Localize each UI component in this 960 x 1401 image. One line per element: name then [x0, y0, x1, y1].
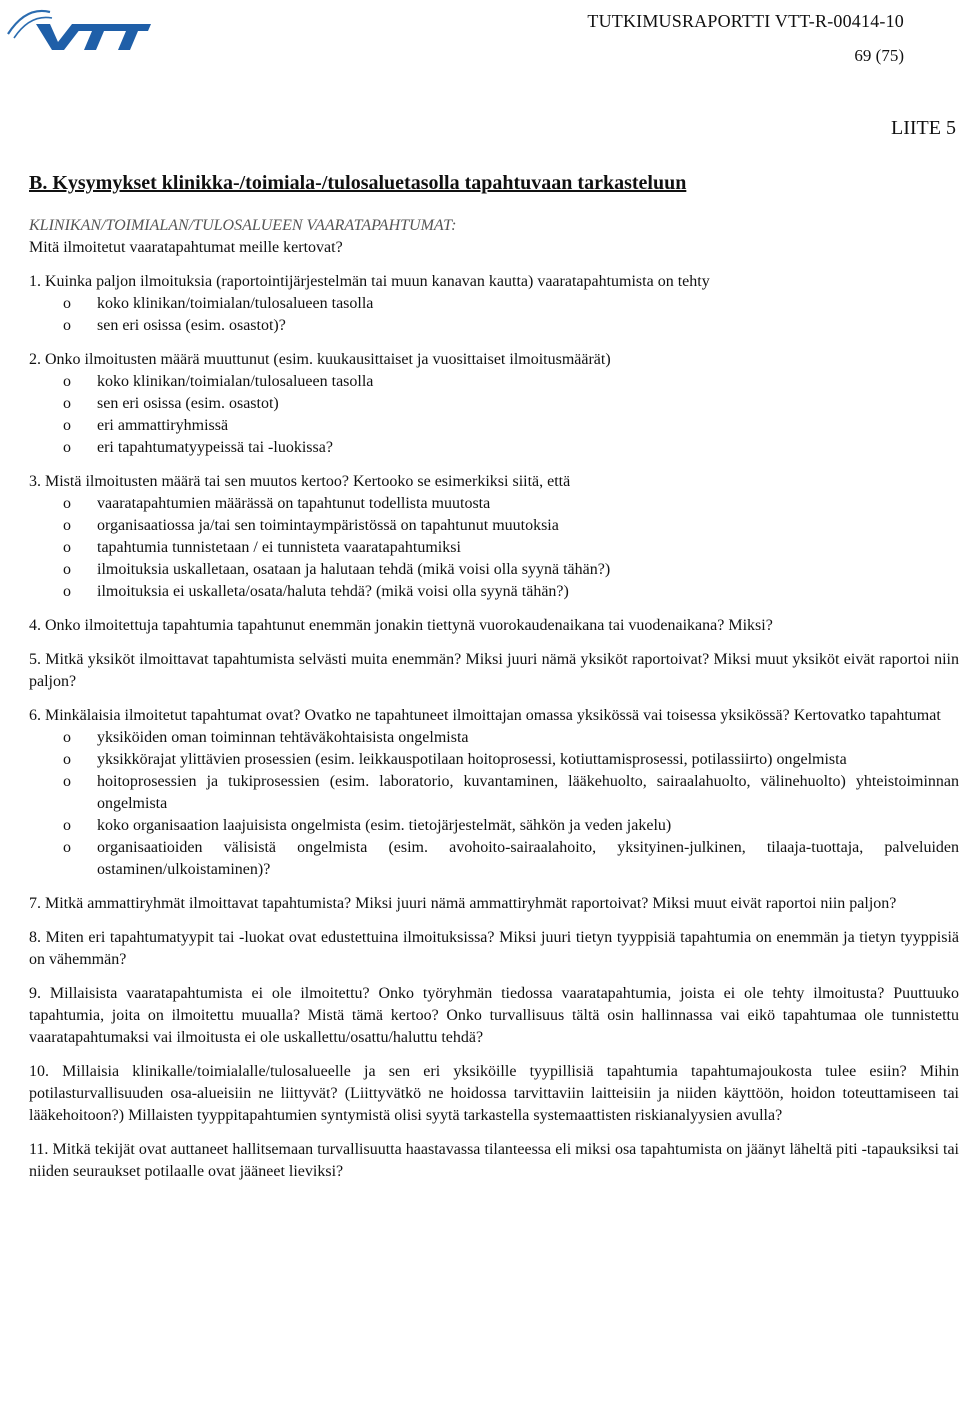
sub-item-text: organisaatiossa ja/tai sen toimintaympäristössä on tapahtunut muutoksia [97, 517, 559, 534]
sub-item-text: ilmoituksia ei uskalleta/osata/haluta tehdä? (mikä voisi olla syynä tähän?) [97, 583, 569, 600]
question-item [29, 1061, 959, 1127]
bullet-icon: o [63, 439, 71, 456]
section-title: B. Kysymykset klinikka-/toimiala-/tulosaluetasolla tapahtuvaan tarkasteluun [29, 172, 687, 194]
question-text: 9. Millaisista vaaratapahtumista ei ole ilmoitettu? Onko työryhmän tiedossa vaaratapahtumia, joista ei ole tehty ilmoitusta? Puuttuuko tapahtumia, joita on ilmoitettu muualla? Mistä tämä kertoo? Onko turvallisuus tältä osin hallinnassa vai eikö tapahtumaa ole tunnistettu vaaratapahtumaksi vai ilmoitusta ei ole uskallettu/osattu/haluttu tehdä? [29, 985, 959, 1046]
question-text: 8. Miten eri tapahtumatyypit tai -luokat ovat edustettuina ilmoituksissa? Miksi juuri tietyn tyyppisiä tapahtumia on enemmän ja tietyn tyyppisiä on vähemmän? [29, 929, 959, 968]
bullet-icon: o [63, 839, 71, 856]
bullet-icon: o [63, 583, 71, 600]
sub-item-text: yksiköiden oman toiminnan tehtäväkohtaisista ongelmista [97, 729, 469, 746]
sub-item-text: ilmoituksia uskalletaan, osataan ja halutaan tehdä (mikä voisi olla syynä tähän?) [97, 561, 611, 578]
bullet-icon: o [63, 295, 71, 312]
sub-item-text: yksikkörajat ylittävien prosessien (esim. leikkauspotilaan hoitoprosessi, kotiuttamisprosessi, potilassiirto) ongelmista [97, 751, 847, 768]
sub-item [29, 437, 959, 459]
question-item [29, 471, 959, 603]
bullet-icon: o [63, 517, 71, 534]
sub-item [29, 393, 959, 415]
sub-item [29, 559, 959, 581]
bullet-icon: o [63, 373, 71, 390]
bullet-icon: o [63, 773, 71, 790]
bullet-icon: o [63, 751, 71, 768]
bullet-icon: o [63, 495, 71, 512]
question-item [29, 649, 959, 693]
intro-question: Mitä ilmoitetut vaaratapahtumat meille kertovat? [29, 239, 343, 256]
sub-item [29, 493, 959, 515]
question-text: 7. Mitkä ammattiryhmät ilmoittavat tapahtumista? Miksi juuri nämä ammattiryhmät raportoivat? Miksi muut eivät raportoi niin paljon? [29, 895, 897, 912]
sub-item [29, 315, 959, 337]
bullet-icon: o [63, 395, 71, 412]
sub-item-text: organisaatioiden välisistä ongelmista (esim. avohoito-sairaalahoito, yksityinen-julkinen, tilaaja-tuottaja, palveluiden ostaminen/ulkoistaminen)? [97, 839, 959, 878]
report-id: TUTKIMUSRAPORTTI VTT-R-00414-10 [587, 11, 904, 31]
question-item [29, 271, 959, 337]
sub-item [29, 749, 959, 771]
question-text: 6. Minkälaisia ilmoitetut tapahtumat ovat? Ovatko ne tapahtuneet ilmoittajan omassa yksikössä vai toisessa yksikössä? Kertovatko tapahtumat [29, 707, 941, 724]
question-item [29, 615, 959, 637]
bullet-icon: o [63, 317, 71, 334]
question-item [29, 893, 959, 915]
sub-item-text: tapahtumia tunnistetaan / ei tunnisteta vaaratapahtumiksi [97, 539, 461, 556]
question-item [29, 1139, 959, 1183]
question-text: 4. Onko ilmoitettuja tapahtumia tapahtunut enemmän jonakin tiettynä vuorokaudenaikana tai vuodenaikana? Miksi? [29, 617, 773, 634]
sub-item [29, 515, 959, 537]
sub-item-text: koko klinikan/toimialan/tulosalueen tasolla [97, 295, 374, 312]
vtt-logo [6, 4, 151, 52]
sub-item-text: hoitoprosessien ja tukiprosessien (esim. laboratorio, kuvantaminen, lääkehuolto, sairaalahuolto, välinehuolto) yhteistoiminnan ongelmista [97, 773, 959, 812]
sub-item [29, 581, 959, 603]
sub-item [29, 537, 959, 559]
sub-item-text: eri ammattiryhmissä [97, 417, 229, 434]
page-header [0, 0, 960, 139]
sub-item [29, 415, 959, 437]
sub-item-text: sen eri osissa (esim. osastot)? [97, 317, 286, 334]
sub-item [29, 837, 959, 881]
sub-item [29, 293, 959, 315]
bullet-icon: o [63, 561, 71, 578]
question-text: 2. Onko ilmoitusten määrä muuttunut (esim. kuukausittaiset ja vuosittaiset ilmoitusmäärät) [29, 351, 611, 368]
appendix-label: LIITE 5 [891, 117, 956, 139]
question-text: 11. Mitkä tekijät ovat auttaneet hallitsemaan turvallisuutta haastavassa tilanteessa eli miksi osa tapahtumista on jäänyt läheltä piti -tapauksiksi tai niiden seuraukset potilaalle ovat jääneet lieviksi? [29, 1141, 959, 1180]
sub-item-text: eri tapahtumatyypeissä tai -luokissa? [97, 439, 333, 456]
bullet-icon: o [63, 729, 71, 746]
question-text: 3. Mistä ilmoitusten määrä tai sen muutos kertoo? Kertooko se esimerkiksi siitä, että [29, 473, 571, 490]
caps-heading: KLINIKAN/TOIMIALAN/TULOSALUEEN VAARATAPAHTUMAT: [29, 217, 457, 234]
question-text: 10. Millaisia klinikalle/toimialalle/tulosalueelle ja sen eri yksiköille tyypillisiä tapahtumia tapahtumajoukosta tulee esiin? Mihin potilasturvallisuuden osa-alueisiin ne liittyvät? (Liittyvätkö ne hoidossa tarvittaviin laitteisiin ja niiden käyttöön, hoidon toteuttamiseen tai lääkehoitoon?) Millaisten tyyppitapahtumien syntymistä olisi syytä tarkastella systemaattisten riskianalyysien avulla? [29, 1063, 959, 1124]
question-list [29, 271, 959, 1183]
sub-item-text: sen eri osissa (esim. osastot) [97, 395, 279, 412]
sub-item [29, 815, 959, 837]
bullet-icon: o [63, 539, 71, 556]
sub-item [29, 727, 959, 749]
question-item [29, 705, 959, 881]
page-number: 69 (75) [854, 46, 904, 65]
sub-item [29, 371, 959, 393]
sub-item-text: vaaratapahtumien määrässä on tapahtunut todellista muutosta [97, 495, 491, 512]
question-item [29, 927, 959, 971]
sub-item [29, 771, 959, 815]
question-text: 5. Mitkä yksiköt ilmoittavat tapahtumista selvästi muita enemmän? Miksi juuri nämä yksiköt raportoivat? Miksi muut yksiköt eivät raportoi niin paljon? [29, 651, 959, 690]
question-item [29, 349, 959, 459]
question-text: 1. Kuinka paljon ilmoituksia (raportointijärjestelmän tai muun kanavan kautta) vaaratapahtumista on tehty [29, 273, 710, 290]
bullet-icon: o [63, 817, 71, 834]
sub-item-list [29, 493, 959, 603]
bullet-icon: o [63, 417, 71, 434]
sub-item-text: koko klinikan/toimialan/tulosalueen tasolla [97, 373, 374, 390]
question-item [29, 983, 959, 1049]
sub-item-list [29, 293, 959, 337]
sub-item-text: koko organisaation laajuisista ongelmista (esim. tietojärjestelmät, sähkön ja veden jakelu) [97, 817, 672, 834]
document-body [29, 170, 959, 1195]
sub-item-list [29, 371, 959, 459]
sub-item-list [29, 727, 959, 881]
